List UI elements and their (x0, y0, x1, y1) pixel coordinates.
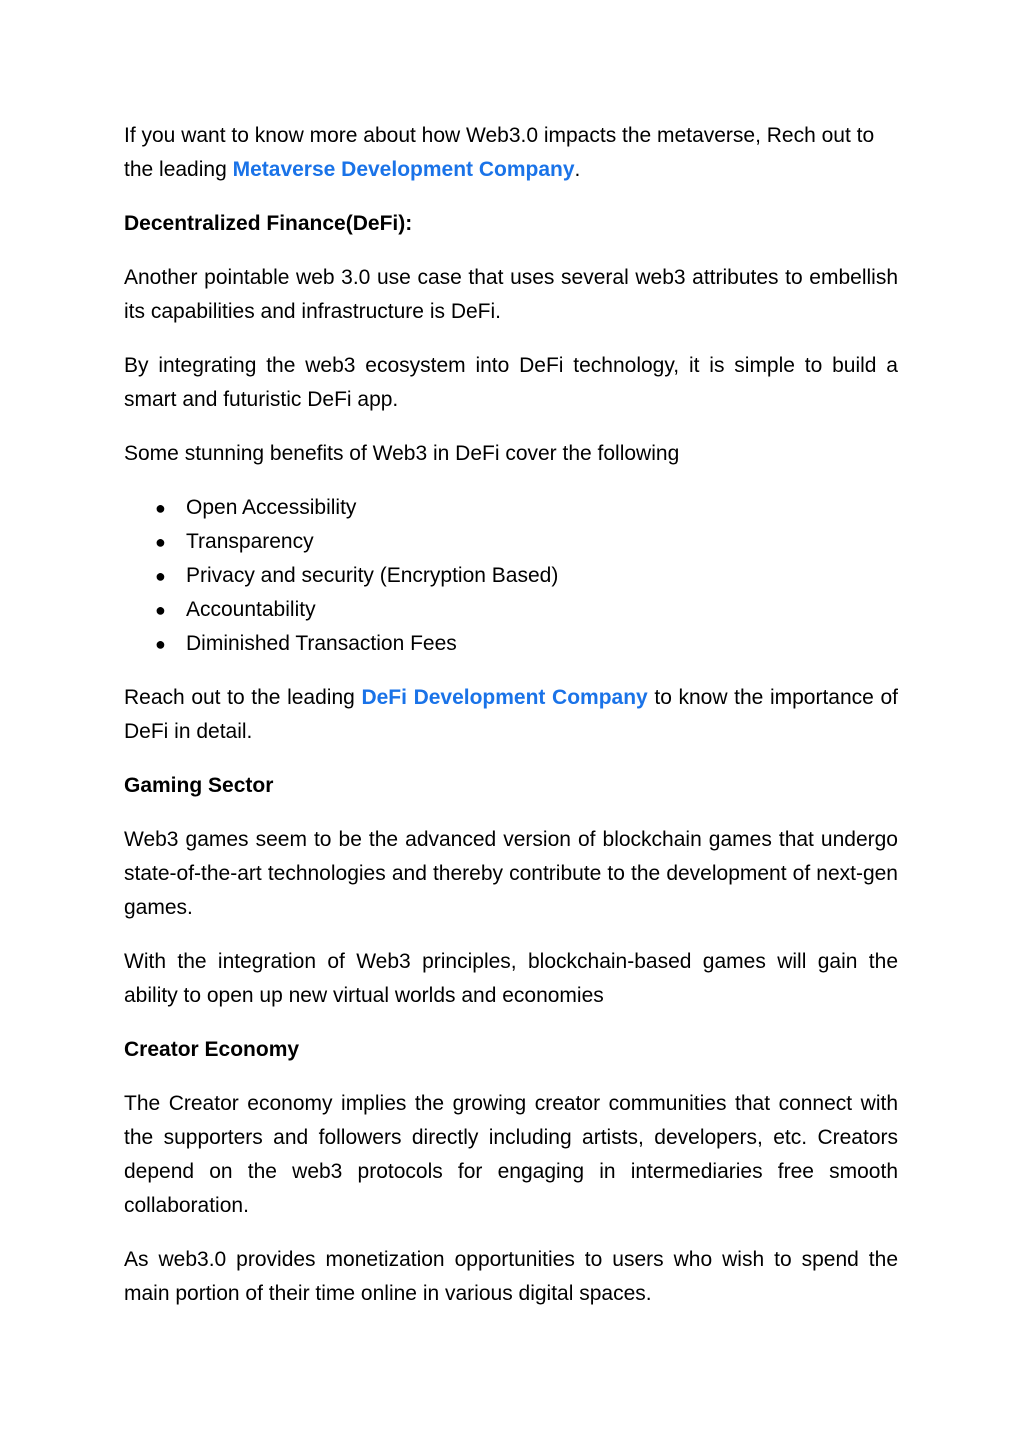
gaming-paragraph-2: With the integration of Web3 principles, blockchain-based games will gain the ability to open up new virtual worlds and economies (124, 950, 898, 1007)
defi-paragraph-1: Another pointable web 3.0 use case that uses several web3 attributes to embellish its capabilities and infrastructure is DeFi. (124, 266, 898, 323)
list-item (124, 559, 898, 593)
list-item (124, 593, 898, 627)
creator-paragraph-1: The Creator economy implies the growing creator communities that connect with the supporters and followers directly including artists, developers, etc. Creators depend on the web3 protocols for engaging in intermediaries free smooth collaboration. (124, 1092, 898, 1217)
list-item-text: Privacy and security (Encryption Based) (186, 564, 559, 587)
defi-company-link[interactable]: DeFi Development Company (361, 686, 648, 709)
defi-paragraph-3: Some stunning benefits of Web3 in DeFi cover the following (124, 442, 680, 465)
list-item-text: Diminished Transaction Fees (186, 632, 457, 655)
intro-period: . (574, 158, 581, 181)
metaverse-company-link[interactable]: Metaverse Development Company (232, 158, 575, 181)
intro-text: If you want to know more about how Web3.0 impacts the metaverse, Rech out to the leading (124, 124, 875, 181)
intro-paragraph (124, 119, 898, 187)
list-item-text: Accountability (186, 598, 316, 621)
reach-text-end: to know the importance of DeFi in detail. (124, 686, 898, 743)
list-item-text: Open Accessibility (186, 496, 357, 519)
defi-benefits-list (124, 491, 898, 661)
bullet-icon: ● (155, 600, 166, 620)
bullet-icon: ● (155, 498, 166, 518)
list-item-text: Transparency (186, 530, 314, 553)
list-item (124, 491, 898, 525)
bullet-icon: ● (155, 532, 166, 552)
bullet-icon: ● (155, 634, 166, 654)
creator-paragraph-2: As web3.0 provides monetization opportunities to users who wish to spend the main portion of their time online in various digital spaces. (124, 1248, 898, 1305)
defi-reach-paragraph (124, 681, 898, 749)
document-page (124, 119, 898, 1331)
gaming-paragraph-1: Web3 games seem to be the advanced version of blockchain games that undergo state-of-the-art technologies and thereby contribute to the development of next-gen games. (124, 828, 898, 919)
bullet-icon: ● (155, 566, 166, 586)
creator-heading: Creator Economy (124, 1038, 300, 1061)
defi-paragraph-2: By integrating the web3 ecosystem into DeFi technology, it is simple to build a smart and futuristic DeFi app. (124, 354, 898, 411)
defi-heading: Decentralized Finance(DeFi): (124, 212, 413, 235)
list-item (124, 627, 898, 661)
reach-text: Reach out to the leading (124, 686, 362, 709)
list-item (124, 525, 898, 559)
gaming-heading: Gaming Sector (124, 774, 274, 797)
